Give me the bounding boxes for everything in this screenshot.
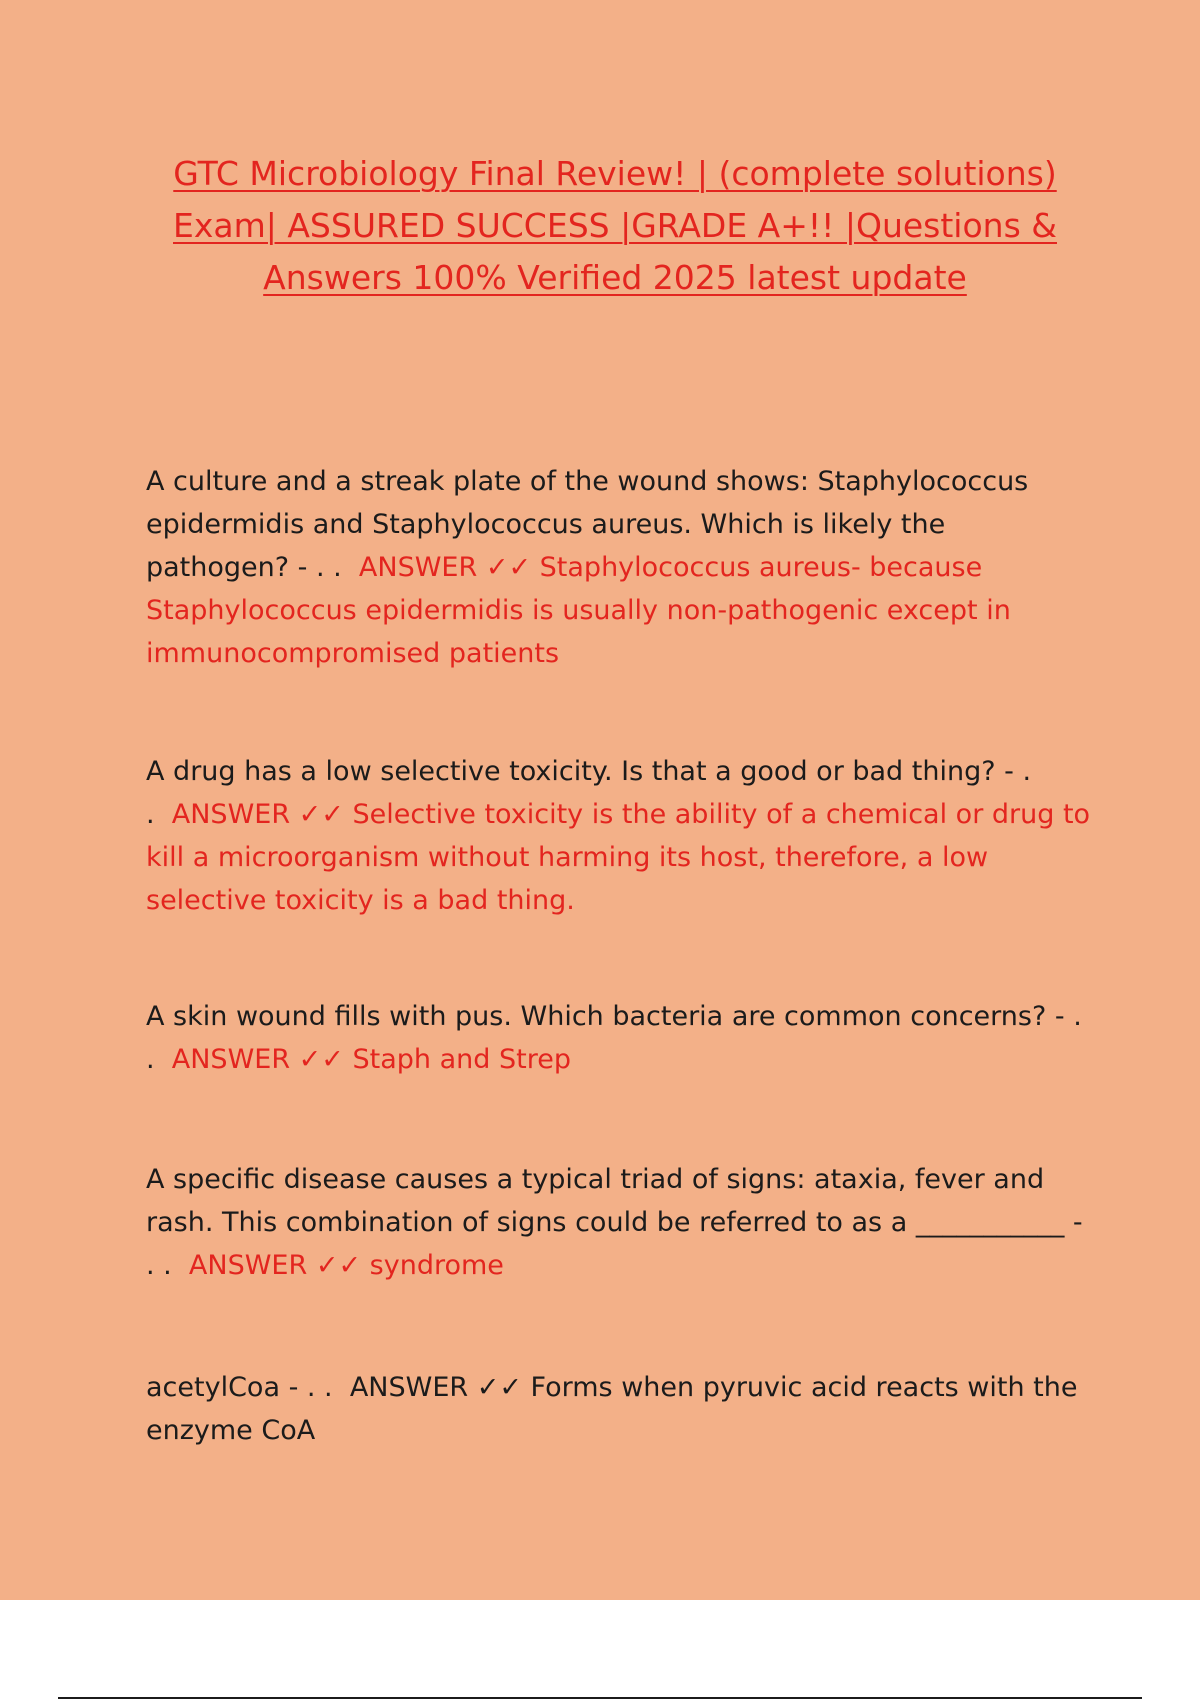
question-text: A skin wound fills with pus. Which bacteria are common concerns? - . . [146,1001,1082,1075]
answer-text: ANSWER ✓✓ syndrome [188,1250,504,1281]
footer-divider [58,1697,1142,1699]
qa-item-3 [146,995,1096,1081]
qa-item-5 [146,1366,1096,1452]
question-text: A culture and a streak plate of the wound shows: Staphylococcus epidermidis and Staphylococcus aureus. Which is likely the pathogen? - . . [146,466,1029,583]
qa-item-1 [146,460,1096,675]
question-text: A drug has a low selective toxicity. Is that a good or bad thing? - . . [146,756,1032,830]
qa-item-2 [146,750,1096,922]
qa-item-4 [146,1158,1096,1287]
answer-text: ANSWER ✓✓ Selective toxicity is the ability of a chemical or drug to kill a microorganism without harming its host, therefore, a low selective toxicity is a bad thing. [146,799,1091,916]
question-text: acetylCoa - . . [146,1372,333,1403]
answer-text: ANSWER ✓✓ Staphylococcus aureus- because Staphylococcus epidermidis is usually non-pathogenic except in immunocompromised patients [146,552,1011,669]
answer-text: ANSWER ✓✓ Forms when pyruvic acid reacts with the enzyme CoA [146,1372,1078,1446]
answer-text: ANSWER ✓✓ Staph and Strep [171,1044,571,1075]
question-text: A specific disease causes a typical triad of signs: ataxia, fever and rash. This combination of signs could be referred to as a ___________ - . . [146,1164,1083,1281]
document-title: GTC Microbiology Final Review! | (complete solutions) Exam| ASSURED SUCCESS |GRADE A+!! |Questions & Answers 100% Verified 2025 latest update [173,154,1057,297]
